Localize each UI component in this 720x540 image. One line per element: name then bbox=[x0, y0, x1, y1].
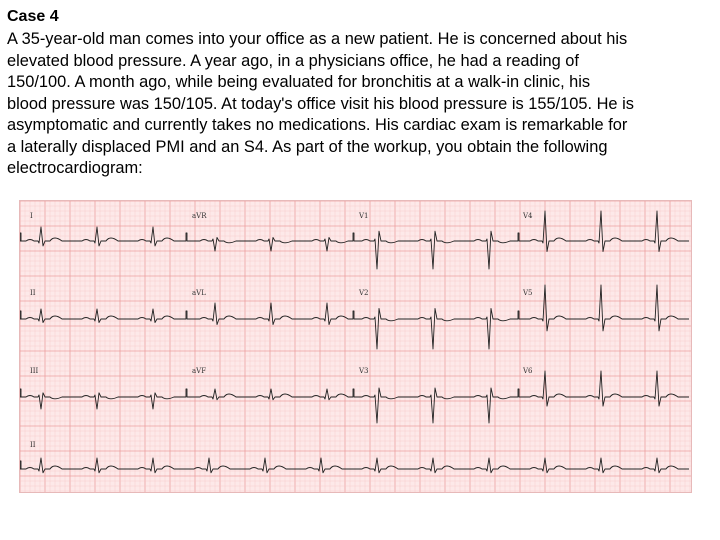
case-text-line: blood pressure was 150/105. At today's office visit his blood pressure is 155/105. He is bbox=[7, 94, 634, 113]
lead-label-i: I bbox=[30, 212, 33, 220]
case-title: Case 4 bbox=[7, 8, 59, 25]
lead-label-v5: V5 bbox=[523, 289, 533, 297]
ecg-strip bbox=[20, 201, 691, 492]
lead-label-v2: V2 bbox=[359, 289, 369, 297]
case-text-line: electrocardiogram: bbox=[7, 159, 143, 177]
case-text-line: asymptomatic and currently takes no medications. His cardiac exam is remarkable for bbox=[7, 116, 628, 134]
case-description bbox=[7, 29, 715, 180]
case-text-line: A 35-year-old man comes into your office as a new patient. He is concerned about his bbox=[7, 30, 628, 48]
case-text-line: 150/100. A month ago, while being evaluated for bronchitis at a walk-in clinic, his bbox=[7, 73, 591, 91]
ecg-grid bbox=[20, 201, 691, 492]
lead-label-avr: aVR bbox=[192, 212, 207, 220]
case-text-line: elevated blood pressure. A year ago, in a physicians office, he had a reading of bbox=[7, 51, 579, 70]
electrocardiogram-image bbox=[19, 200, 692, 493]
lead-label-iii: III bbox=[30, 367, 39, 375]
lead-label-v1: V1 bbox=[359, 212, 369, 220]
lead-label-v4: V4 bbox=[523, 212, 533, 220]
lead-label-v3: V3 bbox=[359, 367, 369, 375]
lead-label-v6: V6 bbox=[523, 367, 533, 375]
case-text-line: a laterally displaced PMI and an S4. As part of the workup, you obtain the following bbox=[7, 137, 608, 156]
lead-label-rhythm-ii: II bbox=[30, 441, 36, 449]
lead-label-avf: aVF bbox=[192, 367, 207, 375]
ecg-lead-labels bbox=[30, 212, 533, 449]
lead-label-avl: aVL bbox=[192, 289, 206, 297]
lead-label-ii: II bbox=[30, 289, 36, 297]
